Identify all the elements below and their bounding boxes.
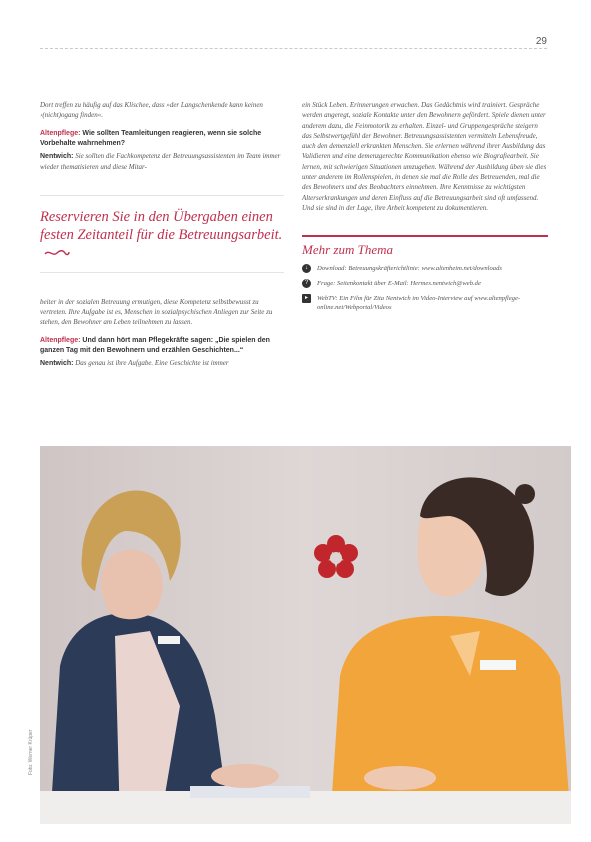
photo-illustration <box>40 446 571 824</box>
info-item-text: Frage: Seitenkontakt über E-Mail: Hermes.nentwich@web.de <box>317 279 481 287</box>
photo-two-women-conversation <box>40 446 571 824</box>
answer-2 <box>40 358 284 369</box>
web-icon: ▸ <box>302 294 311 303</box>
answer-1-speaker: Nentwich: <box>40 153 74 161</box>
info-item-webtv[interactable] <box>302 294 548 312</box>
download-icon: ↓ <box>302 264 311 273</box>
left-woman-nametag <box>158 636 180 644</box>
right-woman-hair-bun <box>515 484 535 504</box>
photo-credit: Foto: Werner Krüper <box>28 729 34 775</box>
page-number: 29 <box>535 36 547 47</box>
pull-quote-text: Reservieren Sie in den Übergaben einen festen Zeitanteil für die Betreuungsarbeit. <box>40 208 283 243</box>
info-item-question[interactable] <box>302 279 548 288</box>
question-icon: ? <box>302 279 311 288</box>
answer-1 <box>40 151 284 173</box>
question-1-text: Wie sollten Teamleitungen reagieren, wenn sie solche Vorbehalte wahrnehmen? <box>40 129 262 147</box>
question-2-speaker: Altenpflege: <box>40 336 81 344</box>
info-item-download[interactable] <box>302 264 548 273</box>
right-woman-hands <box>364 766 436 790</box>
question-1 <box>40 129 284 150</box>
info-box <box>302 235 548 311</box>
answer-2-text: Das genau ist ihre Aufgabe. Eine Geschichte ist immer <box>75 359 229 368</box>
right-woman-nametag <box>480 660 516 670</box>
right-paragraph: ein Stück Leben. Erinnerungen erwachen. Das Gedächtnis wird trainiert. Gespräche werden angeregt, soziale Kontakte unter den Bewohnern gefördert. Spiele dienen unter anderem dazu, die Feinmotorik zu erhalten. Einzel- und Gruppengespräche steigern das Selbstwertgefühl der Bewohner. Betreuungsassistenten vermitteln Lebensfreude, auch den demenziell erkrankten Menschen. Sie erlernen während ihrer Ausbildung das Validieren und eine demenzgerechte Kommunikation ebenso wie Biografiearbeit. Sie lernen, mit schwierigen Situationen umzugehen. Während der Ausbildung üben sie dies unter anderem im Rollenspielen, in denen sie mal die Rolle des Betreuenden, mal die des Bewohners und des Beobachters einnehmen. Ihre Kenntnisse zu wichtigsten Alterserkrankungen und deren Einfluss auf die Betreuungsarbeit sind oft umfassend. Und sie sind in der Lage, ihre Arbeit kompetent zu dokumentieren. <box>302 101 547 212</box>
question-1-speaker: Altenpflege: <box>40 129 81 137</box>
left-paragraph: beiter in der sozialen Betreuung ermutigen, diese Kompetenz selbstbewusst zu vertreten. Ihre Aufgabe ist es, Menschen in sozialpsychischen Anliegen zur Seite zu stehen, den Bewohner am Leben teilnehmen zu lassen. <box>40 297 273 327</box>
swirl-ornament-icon <box>44 248 70 258</box>
answer-1-text: Sie sollten die Fachkompetenz der Betreuungsassistenten im Team immer wieder thematisieren und diese Mitar- <box>40 152 281 172</box>
left-column <box>40 100 284 378</box>
pull-quote <box>40 195 284 273</box>
info-item-text: WebTV: Ein Film für Zita Nentwich im Video-Interview auf www.altenpflege-online.net/Webportal/Videos <box>317 294 521 311</box>
right-column <box>302 100 548 318</box>
info-box-title: Mehr zum Thema <box>302 242 393 258</box>
info-item-text: Download: Betreuungskräfterichtlinie: www.altenheim.net/downloads <box>317 264 502 272</box>
question-2-text: Und dann hört man Pflegekräfte sagen: „Die spielen den ganzen Tag mit den Bewohnern und erzählen Geschichten...“ <box>40 336 270 354</box>
question-2 <box>40 336 284 357</box>
answer-2-speaker: Nentwich: <box>40 360 74 368</box>
left-woman-hands <box>211 764 279 788</box>
intro-text: Dort treffen zu häufig auf das Klischee, dass »der Langschenkende kann keinen ›(nicht)ogang finden«. <box>40 101 263 120</box>
left-woman-face <box>100 550 163 619</box>
top-rule <box>40 48 547 49</box>
